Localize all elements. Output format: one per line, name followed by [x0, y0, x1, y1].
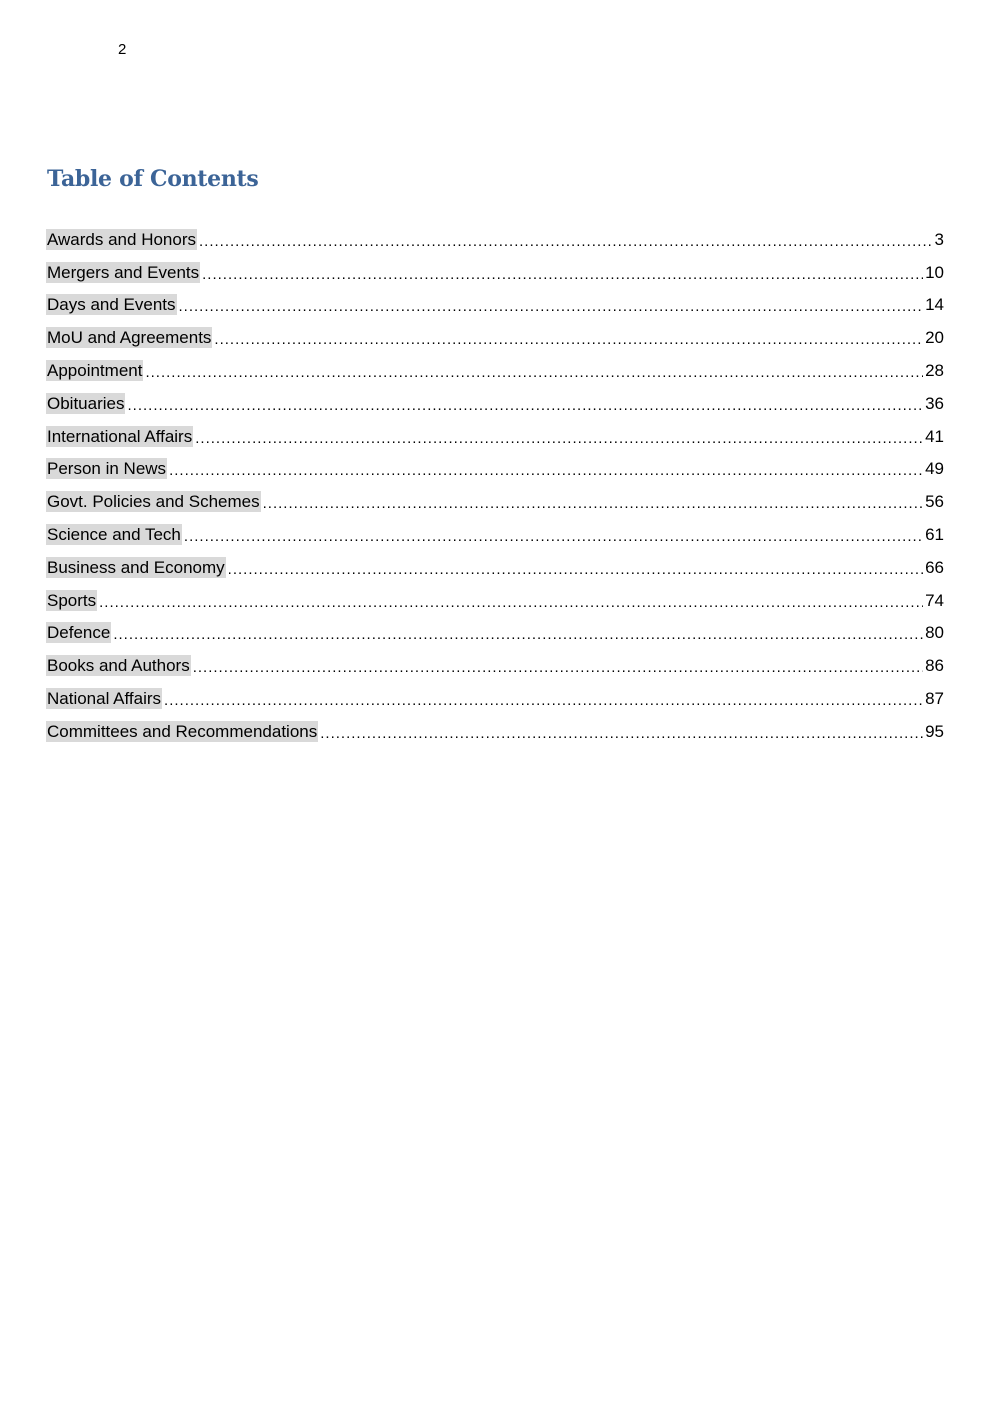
- toc-entry-label[interactable]: Days and Events: [47, 295, 176, 315]
- toc-entry-page: 87: [925, 688, 944, 708]
- toc-entry[interactable]: [46, 447, 944, 480]
- dot-leader: [195, 430, 923, 447]
- toc-entry-page: 36: [925, 393, 944, 413]
- toc-entry-label[interactable]: Govt. Policies and Schemes: [47, 492, 260, 512]
- toc-entry-label[interactable]: Science and Tech: [47, 524, 181, 544]
- toc-entry-page: 49: [925, 459, 944, 479]
- toc-title: Table of Contents: [47, 166, 259, 192]
- toc-entry[interactable]: [46, 315, 944, 348]
- toc-entry-label[interactable]: MoU and Agreements: [47, 328, 212, 348]
- toc-entry[interactable]: [46, 217, 944, 250]
- dot-leader: [320, 725, 923, 742]
- toc-entry-label[interactable]: Person in News: [47, 459, 167, 479]
- toc-entry-label[interactable]: Books and Authors: [47, 656, 190, 676]
- table-of-contents: [46, 217, 944, 742]
- toc-entry-page: 28: [925, 360, 944, 380]
- toc-entry[interactable]: [46, 709, 944, 742]
- toc-entry-page: 74: [925, 590, 944, 610]
- toc-entry-label[interactable]: Committees and Recommendations: [47, 721, 318, 741]
- toc-entry-label[interactable]: Mergers and Events: [47, 262, 200, 282]
- toc-entry-label[interactable]: Defence: [47, 623, 111, 643]
- toc-entry-label[interactable]: Business and Economy: [47, 557, 225, 577]
- dot-leader: [228, 561, 923, 578]
- toc-entry-page: 56: [925, 492, 944, 512]
- toc-entry-page: 20: [925, 328, 944, 348]
- toc-entry-page: 41: [925, 426, 944, 446]
- dot-leader: [127, 397, 923, 414]
- toc-entry-label[interactable]: Appointment: [47, 360, 143, 380]
- toc-entry[interactable]: [46, 611, 944, 644]
- toc-entry[interactable]: [46, 512, 944, 545]
- toc-entry[interactable]: [46, 414, 944, 447]
- dot-leader: [164, 692, 923, 709]
- toc-entry[interactable]: [46, 348, 944, 381]
- toc-entry[interactable]: [46, 250, 944, 283]
- toc-entry[interactable]: [46, 676, 944, 709]
- dot-leader: [169, 462, 923, 479]
- toc-entry-page: 66: [925, 557, 944, 577]
- toc-entry-label[interactable]: Obituaries: [47, 393, 125, 413]
- toc-entry[interactable]: [46, 578, 944, 611]
- dot-leader: [179, 298, 924, 315]
- toc-entry-page: 14: [925, 295, 944, 315]
- toc-entry[interactable]: [46, 643, 944, 676]
- toc-entry[interactable]: [46, 479, 944, 512]
- toc-entry[interactable]: [46, 545, 944, 578]
- toc-entry-page: 95: [925, 721, 944, 741]
- toc-entry-page: 86: [925, 656, 944, 676]
- toc-entry-page: 61: [925, 524, 944, 544]
- dot-leader: [263, 495, 923, 512]
- toc-entry-label[interactable]: National Affairs: [47, 688, 162, 708]
- toc-entry-page: 3: [934, 229, 944, 249]
- toc-entry-page: 10: [925, 262, 944, 282]
- dot-leader: [99, 594, 923, 611]
- dot-leader: [199, 233, 933, 250]
- dot-leader: [202, 266, 923, 283]
- dot-leader: [184, 528, 923, 545]
- toc-entry-label[interactable]: Sports: [47, 590, 97, 610]
- dot-leader: [113, 626, 923, 643]
- dot-leader: [193, 659, 923, 676]
- toc-entry[interactable]: [46, 283, 944, 316]
- dot-leader: [214, 331, 923, 348]
- toc-entry-label[interactable]: International Affairs: [47, 426, 193, 446]
- toc-entry-page: 80: [925, 623, 944, 643]
- dot-leader: [145, 364, 923, 381]
- toc-entry[interactable]: [46, 381, 944, 414]
- toc-entry-label[interactable]: Awards and Honors: [47, 229, 196, 249]
- page-number: 2: [118, 41, 127, 58]
